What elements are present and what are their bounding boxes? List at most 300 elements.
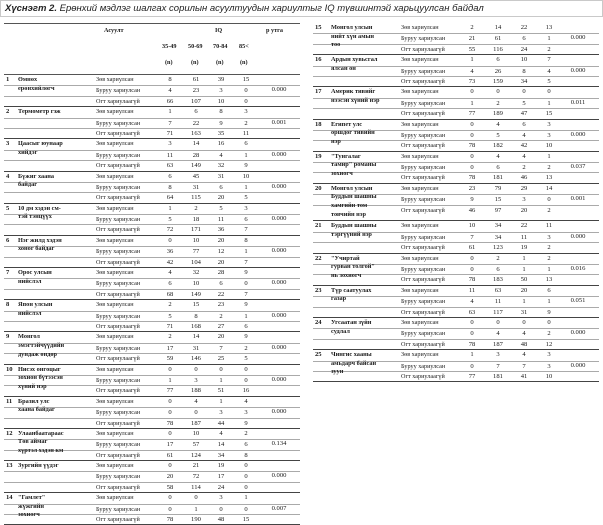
count-cell: 71 [166, 322, 174, 330]
count-cell: 0 [244, 462, 248, 470]
question-text: Нэг жилд хэдэн хоног байдаг [18, 236, 62, 253]
table-header [4, 23, 300, 75]
count-cell: 3 [168, 140, 172, 148]
count-cell: 7 [168, 119, 172, 127]
count-cell: 189 [493, 110, 503, 118]
count-cell: 11 [520, 233, 528, 241]
count-cell: 1 [522, 254, 526, 262]
count-cell: 1 [244, 494, 248, 502]
count-cell: 14 [192, 140, 200, 148]
header-iq: IQ [215, 27, 223, 34]
count-cell: 4 [194, 397, 198, 405]
p-value: 0.016 [570, 264, 586, 272]
count-cell: 8 [244, 451, 248, 459]
answer-type: Зөв хариулсан [401, 24, 439, 31]
count-cell: 1 [244, 248, 248, 256]
count-cell: 35 [217, 129, 225, 137]
answer-type: Зөв хариулсан [96, 140, 134, 148]
header-iq-range: 70-84 [213, 43, 228, 50]
count-cell: 115 [191, 194, 201, 202]
count-cell: 7 [522, 362, 526, 370]
count-cell: 10 [545, 142, 553, 150]
p-value: 0.000 [271, 472, 287, 480]
count-cell: 9 [219, 119, 223, 127]
answer-type: Буруу хариулсан [96, 248, 141, 256]
count-cell: 10 [217, 97, 225, 105]
table-row [4, 289, 300, 299]
question-text: Угсаатан зүйн судлал [331, 318, 372, 335]
question-number: 21 [315, 222, 322, 230]
count-cell: 0 [219, 365, 223, 373]
answer-type: Зөв хариулсан [401, 120, 439, 128]
answer-type: Буруу хариулсан [96, 183, 141, 191]
count-cell: 8 [168, 183, 172, 191]
answer-type: Огт хариулаагүй [401, 45, 445, 53]
question-text: Америк тивийг нээсэн хүний нэр [331, 88, 380, 104]
answer-type: Буруу хариулсан [401, 196, 446, 204]
table-row [313, 76, 599, 86]
answer-type: Зөв хариулсан [96, 365, 134, 373]
question-text: Монгол улсын нийт хүн амын тоо [331, 24, 375, 49]
question-text: Египет улс оршдог тивийн нэр [331, 120, 375, 145]
count-cell: 6 [168, 172, 172, 180]
question-number: 1 [6, 76, 10, 83]
question-text: "Учиртай гурван толгой" нь зохиогч [331, 254, 375, 279]
question-number: 15 [315, 24, 322, 31]
answer-type: Зөв хариулсан [96, 269, 134, 277]
count-cell: 0 [219, 505, 223, 513]
count-cell: 4 [496, 330, 500, 338]
count-cell: 45 [192, 172, 200, 180]
count-cell: 3 [547, 233, 551, 241]
count-cell: 13 [545, 24, 553, 31]
count-cell: 6 [244, 441, 248, 449]
answer-type: Огт хариулаагүй [401, 206, 445, 214]
count-cell: 0 [496, 88, 500, 96]
header-n: (n) [216, 59, 224, 66]
count-cell: 4 [522, 330, 526, 338]
count-cell: 46 [520, 174, 528, 182]
count-cell: 9 [244, 419, 248, 427]
count-cell: 10 [192, 280, 200, 288]
question-group [313, 23, 599, 55]
question-text: Цаасыг юунаар хийдэг [18, 140, 63, 156]
count-cell: 20 [166, 473, 174, 481]
answer-type: Зөв хариулсан [96, 204, 134, 212]
count-cell: 0 [244, 505, 248, 513]
count-cell: 61 [192, 76, 200, 83]
answer-type: Огт хариулаагүй [96, 97, 140, 105]
count-cell: 0 [194, 494, 198, 502]
count-cell: 3 [219, 409, 223, 417]
count-cell: 10 [192, 236, 200, 244]
question-group [313, 120, 599, 152]
count-cell: 51 [217, 387, 225, 395]
question-number: 16 [315, 56, 322, 64]
count-cell: 11 [242, 129, 250, 137]
count-cell: 5 [168, 216, 172, 224]
p-value: 0.000 [271, 343, 287, 351]
count-cell: 0 [522, 88, 526, 96]
answer-type: Зөв хариулсан [96, 172, 134, 180]
count-cell: 0 [496, 318, 500, 326]
count-cell: 19 [217, 462, 225, 470]
answer-type: Буруу хариулсан [96, 376, 141, 384]
question-text: Бразил улс хаана байдаг [18, 397, 55, 414]
count-cell: 29 [520, 184, 528, 192]
table-row [4, 418, 300, 428]
p-value: 0.000 [271, 247, 287, 255]
count-cell: 2 [168, 333, 172, 341]
question-text: Монгол улсын Буддын шашны хамгийн том товчийн нэр [331, 184, 377, 218]
question-number: 23 [315, 286, 322, 294]
answer-type: Буруу хариулсан [401, 265, 446, 273]
count-cell: 149 [191, 162, 201, 170]
count-cell: 183 [493, 276, 503, 284]
count-cell: 3 [194, 376, 198, 384]
answer-type: Огт хариулаагүй [96, 516, 140, 524]
answer-type: Буруу хариулсан [401, 164, 446, 172]
count-cell: 9 [244, 269, 248, 277]
answer-type: Огт хариулаагүй [401, 340, 445, 348]
answer-type: Буруу хариулсан [401, 35, 446, 43]
count-cell: 77 [468, 372, 476, 380]
p-value: 0.007 [271, 504, 287, 512]
count-cell: 23 [468, 184, 476, 192]
count-cell: 61 [468, 244, 476, 252]
count-cell: 31 [520, 308, 528, 316]
count-cell: 9 [244, 301, 248, 309]
count-cell: 77 [468, 110, 476, 118]
count-cell: 97 [494, 206, 502, 214]
answer-type: Буруу хариулсан [96, 312, 141, 320]
count-cell: 10 [192, 429, 200, 437]
count-cell: 15 [494, 196, 502, 204]
count-cell: 8 [522, 67, 526, 75]
count-cell: 6 [244, 216, 248, 224]
count-cell: 146 [191, 355, 201, 363]
answer-type: Огт хариулаагүй [401, 372, 445, 380]
count-cell: 187 [191, 419, 201, 427]
count-cell: 0 [522, 318, 526, 326]
p-value: 0.000 [570, 232, 586, 240]
answer-type: Огт хариулаагүй [96, 387, 140, 395]
count-cell: 2 [219, 312, 223, 320]
count-cell: 42 [520, 142, 528, 150]
count-cell: 57 [192, 441, 200, 449]
count-cell: 0 [470, 254, 474, 262]
count-cell: 63 [468, 308, 476, 316]
count-cell: 55 [468, 45, 476, 53]
answer-type: Зөв хариулсан [401, 184, 439, 192]
header-question: Асуулт [104, 27, 124, 34]
count-cell: 0 [194, 365, 198, 373]
answer-type: Буруу хариулсан [96, 473, 141, 481]
count-cell: 1 [168, 108, 172, 116]
count-cell: 15 [242, 76, 250, 83]
p-value: 0.000 [570, 329, 586, 337]
count-cell: 4 [522, 152, 526, 160]
question-number: 4 [6, 172, 10, 180]
question-number: 22 [315, 254, 322, 262]
answer-type: Огт хариулаагүй [401, 142, 445, 150]
count-cell: 149 [191, 290, 201, 298]
count-cell: 4 [496, 120, 500, 128]
answer-type: Буруу хариулсан [96, 151, 141, 159]
count-cell: 22 [520, 24, 528, 31]
count-cell: 181 [493, 174, 503, 182]
question-group [313, 55, 599, 87]
count-cell: 6 [219, 280, 223, 288]
question-number: 3 [6, 140, 10, 148]
count-cell: 1 [547, 152, 551, 160]
question-text: Бүжиг хаана байдаг [18, 172, 55, 189]
count-cell: 44 [217, 419, 225, 427]
count-cell: 0 [470, 164, 474, 172]
table-row [4, 160, 300, 170]
count-cell: 0 [244, 376, 248, 384]
count-cell: 1 [219, 376, 223, 384]
question-group [4, 75, 300, 107]
count-cell: 26 [494, 67, 502, 75]
answer-type: Огт хариулаагүй [401, 308, 445, 316]
p-value: 0.000 [271, 215, 287, 223]
count-cell: 12 [545, 340, 553, 348]
count-cell: 2 [547, 45, 551, 53]
count-cell: 0 [244, 365, 248, 373]
answer-type: Зөв хариулсан [401, 318, 439, 326]
count-cell: 19 [520, 244, 528, 252]
answer-type: Огт хариулаагүй [401, 174, 445, 182]
table-row [4, 118, 300, 128]
answer-type: Зөв хариулсан [96, 333, 134, 341]
count-cell: 2 [244, 344, 248, 352]
count-cell: 2 [470, 24, 474, 31]
count-cell: 2 [547, 206, 551, 214]
answer-type: Буруу хариулсан [401, 131, 446, 139]
answer-type: Буруу хариулсан [96, 344, 141, 352]
table-row [313, 339, 599, 349]
count-cell: 24 [217, 483, 225, 491]
count-cell: 0 [168, 462, 172, 470]
p-value: 0.000 [271, 279, 287, 287]
question-group [4, 493, 300, 525]
count-cell: 0 [244, 483, 248, 491]
header-p-value: р утга [266, 27, 284, 34]
question-group [313, 286, 599, 318]
header-iq-range: 85< [239, 43, 249, 50]
count-cell: 78 [166, 516, 174, 524]
count-cell: 77 [192, 248, 200, 256]
answer-type: Огт хариулаагүй [96, 483, 140, 491]
table-row [4, 96, 300, 106]
count-cell: 50 [520, 276, 528, 284]
count-cell: 36 [217, 226, 225, 234]
p-value: 0.001 [570, 195, 586, 203]
count-cell: 6 [547, 286, 551, 294]
count-cell: 1 [244, 183, 248, 191]
count-cell: 0 [470, 152, 474, 160]
count-cell: 114 [191, 483, 201, 491]
count-cell: 20 [520, 206, 528, 214]
count-cell: 0 [194, 409, 198, 417]
table-row [4, 224, 300, 234]
count-cell: 0 [168, 236, 172, 244]
count-cell: 48 [217, 516, 225, 524]
count-cell: 2 [496, 99, 500, 107]
count-cell: 3 [219, 494, 223, 502]
count-cell: 117 [493, 308, 503, 316]
count-cell: 7 [244, 226, 248, 234]
count-cell: 68 [166, 290, 174, 298]
count-cell: 1 [522, 265, 526, 273]
count-cell: 1 [470, 351, 474, 359]
count-cell: 1 [547, 298, 551, 306]
count-cell: 0 [470, 330, 474, 338]
question-text: Чингис хааны амьдарч байсан зуун [331, 351, 377, 376]
count-cell: 28 [192, 151, 200, 159]
table-row [4, 192, 300, 202]
count-cell: 163 [191, 129, 201, 137]
count-cell: 1 [470, 56, 474, 64]
count-cell: 1 [522, 298, 526, 306]
table-row [4, 321, 300, 331]
answer-type: Зөв хариулсан [401, 351, 439, 359]
count-cell: 7 [219, 344, 223, 352]
count-cell: 190 [191, 516, 201, 524]
answer-type: Огт хариулаагүй [96, 258, 140, 266]
question-number: 19 [315, 152, 322, 160]
count-cell: 6 [194, 108, 198, 116]
count-cell: 0 [470, 318, 474, 326]
count-cell: 1 [547, 99, 551, 107]
answer-type: Буруу хариулсан [401, 99, 446, 107]
count-cell: 11 [217, 216, 225, 224]
count-cell: 104 [191, 258, 201, 266]
count-cell: 46 [468, 206, 476, 214]
count-cell: 23 [192, 87, 200, 95]
question-number: 14 [6, 494, 13, 502]
count-cell: 17 [166, 441, 174, 449]
count-cell: 58 [166, 483, 174, 491]
answer-type: Зөв хариулсан [401, 222, 439, 230]
count-cell: 1 [244, 312, 248, 320]
count-cell: 22 [520, 222, 528, 230]
count-cell: 2 [522, 164, 526, 172]
count-cell: 6 [219, 183, 223, 191]
answer-type: Буруу хариулсан [96, 441, 141, 449]
header-iq-range: 50-69 [188, 43, 203, 50]
question-group [4, 236, 300, 268]
answer-type: Буруу хариулсан [401, 362, 446, 370]
count-cell: 72 [192, 473, 200, 481]
count-cell: 20 [217, 194, 225, 202]
count-cell: 3 [496, 351, 500, 359]
count-cell: 0 [168, 409, 172, 417]
question-text: Нисэх онгоцыг зохион бүтээсэн хүний нэр [18, 365, 63, 390]
question-group [313, 350, 599, 382]
table-row [313, 108, 599, 118]
count-cell: 7 [244, 258, 248, 266]
answer-type: Зөв хариулсан [401, 286, 439, 294]
answer-type: Зөв хариулсан [401, 254, 439, 262]
count-cell: 78 [166, 419, 174, 427]
question-group [313, 152, 599, 184]
p-value: 0.000 [271, 311, 287, 319]
count-cell: 2 [547, 254, 551, 262]
count-cell: 48 [520, 340, 528, 348]
count-cell: 5 [219, 204, 223, 212]
count-cell: 6 [496, 164, 500, 172]
question-number: 5 [6, 204, 10, 212]
question-text: 10 дм хэдэн см- тэй тэнцүүх [18, 204, 61, 221]
count-cell: 7 [470, 233, 474, 241]
count-cell: 17 [217, 473, 225, 481]
table-row [313, 242, 599, 252]
count-cell: 8 [219, 108, 223, 116]
left-table [4, 23, 300, 525]
count-cell: 159 [493, 77, 503, 85]
count-cell: 9 [244, 162, 248, 170]
count-cell: 34 [217, 451, 225, 459]
count-cell: 5 [522, 99, 526, 107]
count-cell: 78 [468, 174, 476, 182]
count-cell: 1 [547, 265, 551, 273]
count-cell: 59 [166, 355, 174, 363]
count-cell: 16 [242, 387, 250, 395]
question-number: 17 [315, 88, 322, 96]
count-cell: 73 [468, 77, 476, 85]
answer-type: Огт хариулаагүй [96, 290, 140, 298]
p-value: 0.000 [271, 86, 287, 94]
count-cell: 14 [192, 333, 200, 341]
count-cell: 9 [470, 196, 474, 204]
question-group [313, 318, 599, 350]
count-cell: 0 [244, 473, 248, 481]
question-number: 8 [6, 301, 10, 309]
count-cell: 36 [166, 248, 174, 256]
count-cell: 10 [468, 222, 476, 230]
count-cell: 3 [547, 362, 551, 370]
count-cell: 63 [166, 162, 174, 170]
question-number: 11 [6, 397, 13, 405]
header-iq-range: 35-49 [162, 43, 177, 50]
question-group [4, 139, 300, 171]
question-group [313, 221, 599, 253]
answer-type: Огт хариулаагүй [401, 77, 445, 85]
p-value: 0.000 [570, 66, 586, 74]
p-value: 0.000 [271, 408, 287, 416]
count-cell: 6 [168, 280, 172, 288]
answer-type: Зөв хариулсан [96, 397, 134, 405]
question-text: Монгол эмэгтэйчүүдийн дундаж өндөр [18, 333, 65, 358]
right-table-body [313, 23, 599, 382]
count-cell: 171 [191, 226, 201, 234]
count-cell: 61 [166, 451, 174, 459]
count-cell: 0 [470, 362, 474, 370]
count-cell: 7 [496, 362, 500, 370]
answer-type: Огт хариулаагүй [96, 322, 140, 330]
count-cell: 9 [547, 308, 551, 316]
count-cell: 2 [194, 204, 198, 212]
left-table-body [4, 75, 300, 525]
answer-type: Огт хариулаагүй [96, 162, 140, 170]
answer-type: Зөв хариулсан [96, 429, 134, 437]
count-cell: 34 [520, 77, 528, 85]
question-group [4, 268, 300, 300]
answer-type: Зөв хариулсан [96, 76, 134, 83]
answer-type: Буруу хариулсан [96, 409, 141, 417]
